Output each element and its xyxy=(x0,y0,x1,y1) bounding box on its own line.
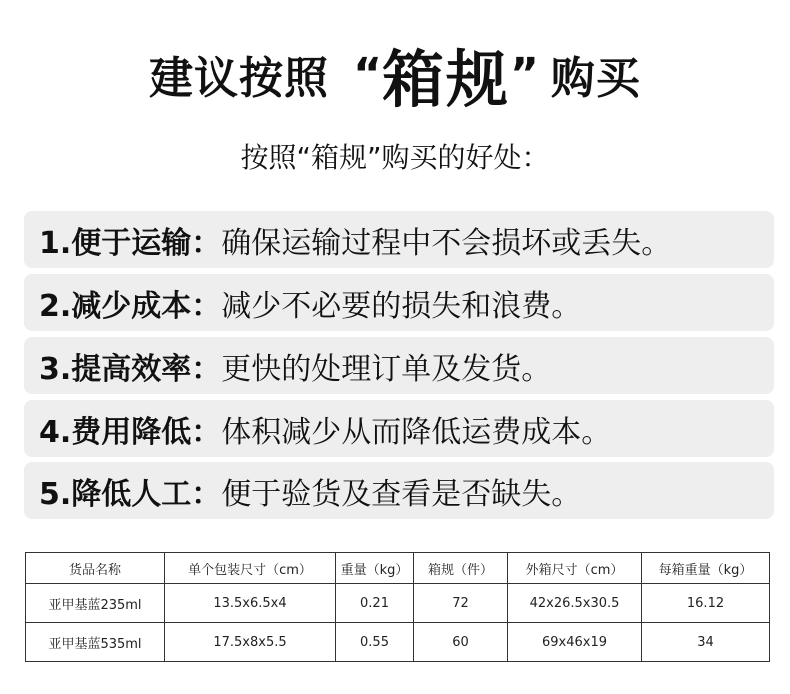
benefit-title: 4.费用降低： xyxy=(39,414,222,450)
table-row xyxy=(26,584,770,623)
benefit-title: 1.便于运输： xyxy=(39,225,222,261)
main-headline xyxy=(0,14,790,134)
headline-close-quote: ” xyxy=(510,48,539,100)
table-header-row xyxy=(26,553,770,584)
table-row xyxy=(26,623,770,662)
benefit-description: 体积减少从而降低运费成本。 xyxy=(221,414,612,450)
cell-weight: 0.55 xyxy=(336,623,414,662)
benefit-title: 3.提高效率： xyxy=(39,351,222,387)
header-case-qty: 箱规（件） xyxy=(414,553,508,584)
benefit-cost xyxy=(24,274,774,331)
benefit-description: 便于验货及查看是否缺失。 xyxy=(221,476,582,512)
header-case-size: 外箱尺寸（cm） xyxy=(508,553,642,584)
cell-case-size: 69x46x19 xyxy=(508,623,642,662)
header-unit-size: 单个包装尺寸（cm） xyxy=(165,553,336,584)
cell-unit-size: 17.5x8x5.5 xyxy=(165,623,336,662)
headline-prefix: 建议按照 xyxy=(149,53,330,104)
cell-case-qty: 72 xyxy=(414,584,508,623)
cell-case-qty: 60 xyxy=(414,623,508,662)
benefit-description: 确保运输过程中不会损坏或丢失。 xyxy=(221,225,672,261)
benefit-title: 5.降低人工： xyxy=(39,476,222,512)
benefit-efficiency xyxy=(24,337,774,394)
headline-open-quote: “ xyxy=(353,48,382,100)
header-product-name: 货品名称 xyxy=(26,553,165,584)
benefit-fees xyxy=(24,400,774,457)
cell-unit-size: 13.5x6.5x4 xyxy=(165,584,336,623)
product-spec-table xyxy=(25,552,770,662)
benefit-labor xyxy=(24,462,774,519)
benefits-subheading: 按照“箱规”购买的好处： xyxy=(240,141,550,174)
cell-case-weight: 16.12 xyxy=(642,584,770,623)
cell-product-name: 亚甲基蓝235ml xyxy=(26,584,165,623)
headline-suffix: 购买 xyxy=(550,53,641,104)
benefit-title: 2.减少成本： xyxy=(39,288,222,324)
cell-weight: 0.21 xyxy=(336,584,414,623)
cell-case-weight: 34 xyxy=(642,623,770,662)
header-weight: 重量（kg） xyxy=(336,553,414,584)
benefit-transport xyxy=(24,211,774,268)
header-case-weight: 每箱重量（kg） xyxy=(642,553,770,584)
benefit-description: 减少不必要的损失和浪费。 xyxy=(221,288,582,324)
headline-emphasis: 箱规 xyxy=(381,42,510,116)
cell-case-size: 42x26.5x30.5 xyxy=(508,584,642,623)
benefit-description: 更快的处理订单及发货。 xyxy=(221,351,552,387)
cell-product-name: 亚甲基蓝535ml xyxy=(26,623,165,662)
